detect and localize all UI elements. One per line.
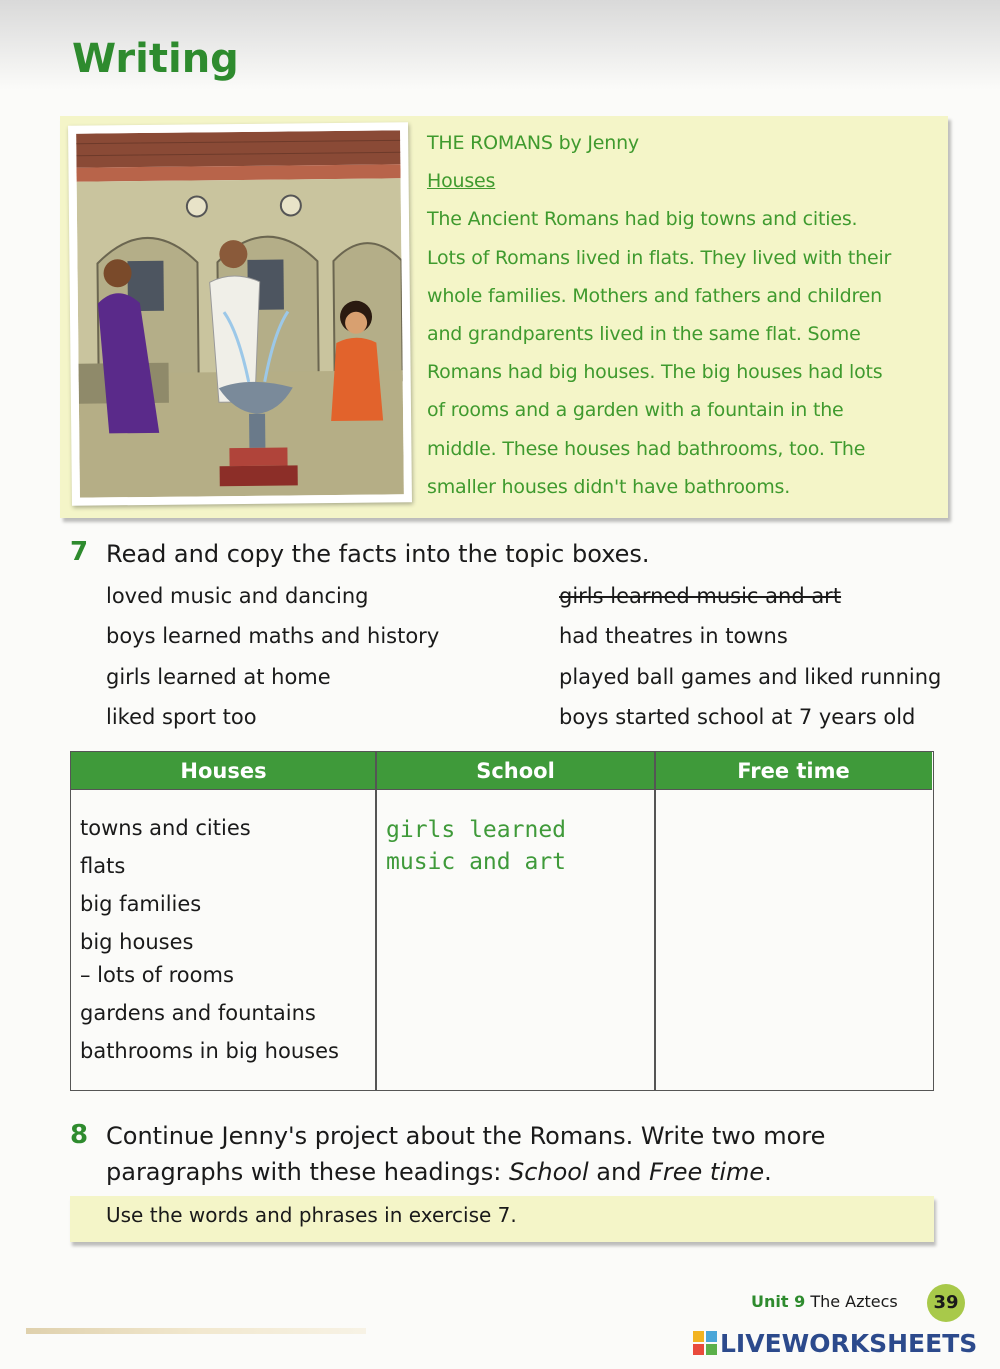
exercise-7-instruction: Read and copy the facts into the topic boxes.	[106, 540, 650, 568]
tip-text: Use the words and phrases in exercise 7.	[106, 1203, 517, 1227]
free-time-answer-field[interactable]	[661, 796, 927, 1086]
exercise-8-instruction: Continue Jenny's project about the Romans. Write two more	[106, 1122, 826, 1150]
brand-footer[interactable]	[692, 1328, 977, 1358]
story-line: Lots of Romans lived in flats. They lived with their	[427, 246, 892, 269]
houses-item: big families	[80, 892, 202, 916]
instruction-text: .	[764, 1158, 772, 1186]
story-title: THE ROMANS by Jenny	[427, 132, 639, 154]
page-number: 39	[927, 1284, 965, 1322]
fact-item: boys started school at 7 years old	[559, 705, 916, 729]
column-header-houses: Houses	[71, 752, 376, 790]
exercise-8-number: 8	[70, 1120, 89, 1150]
heading-school: School	[508, 1158, 589, 1186]
fact-item: had theatres in towns	[559, 624, 788, 648]
liveworksheets-logo-icon	[692, 1330, 718, 1356]
fact-item: loved music and dancing	[106, 584, 369, 608]
houses-item: bathrooms in big houses	[80, 1039, 339, 1063]
fact-item: girls learned at home	[106, 665, 331, 689]
story-line: and grandparents lived in the same flat. Some	[427, 323, 861, 346]
instruction-text: paragraphs with these headings:	[106, 1158, 509, 1186]
fact-item-crossed: girls learned music and art	[559, 584, 842, 608]
story-heading: Houses	[427, 170, 496, 193]
page-edge-smudge	[26, 1328, 366, 1334]
column-header-free-time: Free time	[655, 752, 932, 790]
story-line: of rooms and a garden with a fountain in the	[427, 399, 844, 422]
exercise-8-instruction-line2	[106, 1158, 772, 1186]
story-line: The Ancient Romans had big towns and cities.	[427, 208, 858, 231]
houses-item: gardens and fountains	[80, 1001, 316, 1025]
houses-item: – lots of rooms	[80, 963, 234, 987]
section-title: Writing	[72, 36, 239, 82]
unit-label: Unit 9	[751, 1292, 806, 1311]
column-divider	[375, 752, 377, 1090]
footer-unit	[751, 1292, 898, 1311]
illustration-image	[76, 130, 404, 497]
topic-table	[70, 751, 934, 1091]
fact-item: liked sport too	[106, 705, 257, 729]
story-line: Romans had big houses. The big houses had lots	[427, 361, 883, 384]
unit-title: The Aztecs	[810, 1292, 898, 1311]
story-line: smaller houses didn't have bathrooms.	[427, 475, 791, 498]
story-text	[427, 124, 947, 506]
houses-item: big houses	[80, 930, 194, 954]
column-divider	[654, 752, 656, 1090]
story-line: middle. These houses had bathrooms, too. The	[427, 437, 866, 460]
roman-courtyard-illustration	[68, 122, 412, 506]
school-answer-field[interactable]: girls learned music and art	[386, 817, 567, 875]
houses-item: flats	[80, 854, 126, 878]
houses-item: towns and cities	[80, 816, 251, 840]
brand-name: LIVEWORKSHEETS	[720, 1328, 978, 1358]
column-header-school: School	[376, 752, 655, 790]
story-line: whole families. Mothers and fathers and children	[427, 284, 882, 307]
fact-item: boys learned maths and history	[106, 624, 440, 648]
instruction-text: and	[588, 1158, 650, 1186]
heading-free-time: Free time	[649, 1158, 765, 1186]
fact-item: played ball games and liked running	[559, 665, 942, 689]
exercise-7-number: 7	[70, 537, 89, 567]
